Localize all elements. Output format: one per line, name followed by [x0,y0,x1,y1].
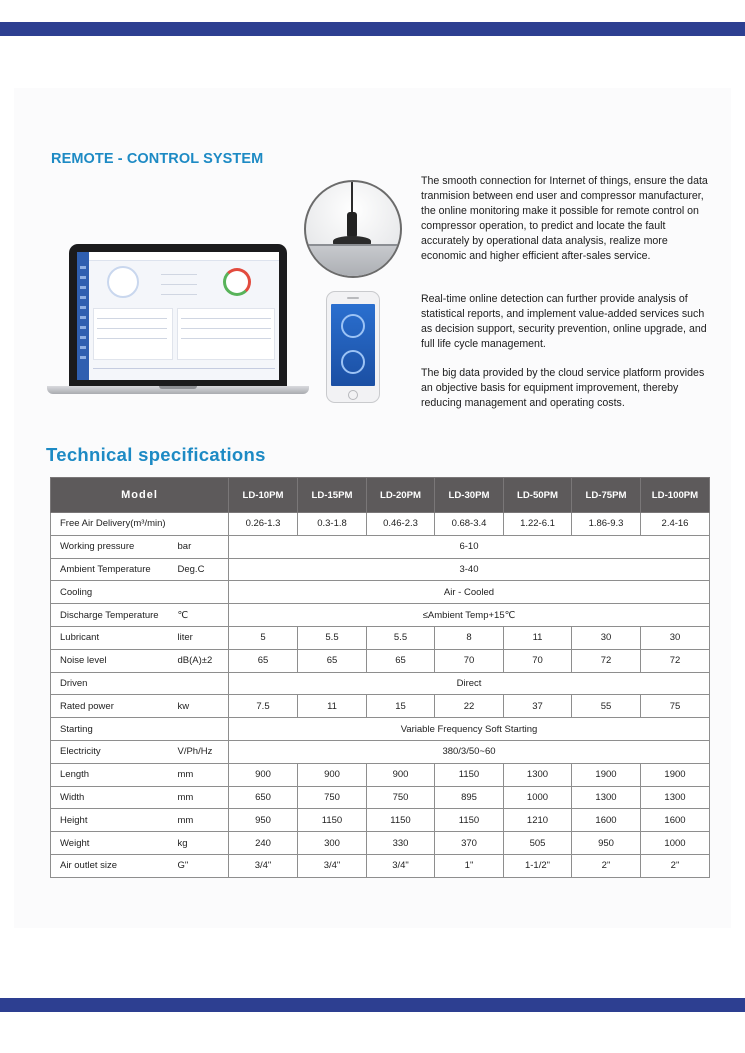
value-cell: 22 [435,695,504,718]
value-cell: 750 [298,786,367,809]
value-cell: 300 [298,832,367,855]
unit-label [176,581,229,604]
value-cell: 370 [435,832,504,855]
value-cell: 1-1/2" [504,854,572,877]
value-cell: 505 [504,832,572,855]
value-cell: 30 [572,626,641,649]
value-cell: 8 [435,626,504,649]
model-ld-100pm: LD-100PM [641,478,710,513]
value-cell: 3/4" [298,854,367,877]
phone-gauge-icon [341,314,365,338]
row-width [51,786,710,809]
model-header: Model [51,478,229,513]
row-pressure [51,535,710,558]
value-cell: 1150 [435,809,504,832]
param-label: Weight [51,832,176,855]
laptop-screen [77,252,279,380]
phone-illustration [326,291,380,403]
dashboard-topbar [89,252,279,261]
bottom-band [0,998,745,1012]
param-label: Driven [51,672,176,695]
value-cell: 1150 [435,763,504,786]
value-cell: 70 [435,649,504,672]
param-label: Air outlet size [51,854,176,877]
value-cell: 65 [229,649,298,672]
laptop-lid [69,244,287,386]
value-cell: 1900 [641,763,710,786]
value-cell: 5.5 [298,626,367,649]
model-ld-50pm: LD-50PM [504,478,572,513]
unit-label [176,672,229,695]
unit-label: mm [176,763,229,786]
unit-label: Deg.C [176,558,229,581]
value-cell: 1.86-9.3 [572,513,641,536]
dashboard-panel-right [177,308,275,360]
spec-title: Technical specifications [46,444,266,465]
model-ld-15pm: LD-15PM [298,478,367,513]
value-cell: 2" [641,854,710,877]
value-cell: 1000 [641,832,710,855]
value-cell: 900 [367,763,435,786]
value-cell: 11 [504,626,572,649]
value-cell: 2" [572,854,641,877]
unit-label: liter [176,626,229,649]
value-cell: Direct [229,672,710,695]
value-cell: 650 [229,786,298,809]
remote-paragraph-2: Real-time online detection can further provide analysis of statistical reports, and implement value-added services such as decision support, security prevention, online upgrade, and full life cycle management. [421,293,707,350]
row-length [51,763,710,786]
value-cell: 7.5 [229,695,298,718]
value-cell: 1000 [504,786,572,809]
remote-paragraph-1: The smooth connection for Internet of things, ensure the data tranmision between end user and compressor manufacturer, the online monitoring make it possible for remote control on compressor operation, to predict and locate the fault accurately by operational data analysis, realize more economic and higher efficient after-sales service. [421,175,708,262]
value-cell: 1150 [298,809,367,832]
value-cell: 1300 [572,786,641,809]
model-ld-75pm: LD-75PM [572,478,641,513]
model-ld-30pm: LD-30PM [435,478,504,513]
value-cell: 6-10 [229,535,710,558]
value-cell: 5 [229,626,298,649]
unit-label: kg [176,832,229,855]
param-label: Electricity [51,740,176,763]
value-cell: Air - Cooled [229,581,710,604]
top-band [0,22,745,36]
row-height [51,809,710,832]
temperature-gauge-icon [223,268,251,296]
value-cell: 75 [641,695,710,718]
unit-label: dB(A)±2 [176,649,229,672]
param-label: Starting [51,718,176,741]
value-cell: Variable Frequency Soft Starting [229,718,710,741]
row-driven [51,672,710,695]
value-cell: 1900 [572,763,641,786]
param-label: Working pressure [51,535,176,558]
value-cell: 55 [572,695,641,718]
unit-label [176,718,229,741]
value-cell: 0.3-1.8 [298,513,367,536]
value-cell: 72 [572,649,641,672]
value-cell: 72 [641,649,710,672]
value-cell: 65 [298,649,367,672]
remote-control-title: REMOTE - CONTROL SYSTEM [51,151,264,167]
value-cell: 330 [367,832,435,855]
model-ld-20pm: LD-20PM [367,478,435,513]
param-label: Noise level [51,649,176,672]
param-label: Lubricant [51,626,176,649]
row-weight [51,832,710,855]
row-power [51,695,710,718]
row-cooling [51,581,710,604]
row-electricity [51,740,710,763]
dashboard-panel-left [93,308,173,360]
value-cell: 240 [229,832,298,855]
value-cell: 1300 [504,763,572,786]
value-cell: 380/3/50~60 [229,740,710,763]
param-label: Length [51,763,176,786]
value-cell: 1210 [504,809,572,832]
value-cell: 3-40 [229,558,710,581]
value-cell: 30 [641,626,710,649]
row-ambient [51,558,710,581]
spec-header-row [51,478,710,513]
value-cell: 900 [229,763,298,786]
remote-paragraph-3: The big data provided by the cloud service platform provides an objective basis for equipment improvement, thereby reducing management and operating costs. [421,367,705,409]
param-label: Discharge Temperature [51,604,176,627]
value-cell: 1600 [641,809,710,832]
model-ld-10pm: LD-10PM [229,478,298,513]
row-discharge [51,604,710,627]
value-cell: 65 [367,649,435,672]
unit-label: bar [176,535,229,558]
value-cell: 0.46-2.3 [367,513,435,536]
dashboard-sidebar [77,252,89,380]
value-cell: 1600 [572,809,641,832]
param-label: Ambient Temperature [51,558,176,581]
value-cell: 5.5 [367,626,435,649]
unit-label: kw [176,695,229,718]
phone-gauge-icon [341,350,365,374]
unit-label: mm [176,786,229,809]
unit-label: G" [176,854,229,877]
value-cell: 1" [435,854,504,877]
value-cell: 1300 [641,786,710,809]
value-cell: 1.22-6.1 [504,513,572,536]
row-starting [51,718,710,741]
param-label: Rated power [51,695,176,718]
value-cell: 3/4" [229,854,298,877]
value-cell: ≤Ambient Temp+15℃ [229,604,710,627]
value-cell: 2.4-16 [641,513,710,536]
value-cell: 0.68-3.4 [435,513,504,536]
value-cell: 1150 [367,809,435,832]
value-cell: 37 [504,695,572,718]
value-cell: 895 [435,786,504,809]
value-cell: 750 [367,786,435,809]
value-cell: 15 [367,695,435,718]
phone-screen [331,304,375,386]
param-label: Free Air Delivery(m³/min) [51,513,176,536]
row-noise [51,649,710,672]
value-cell: 900 [298,763,367,786]
param-label: Width [51,786,176,809]
param-label: Height [51,809,176,832]
value-cell: 70 [504,649,572,672]
row-free-air [51,513,710,536]
row-outlet [51,854,710,877]
antenna-illustration [304,180,402,278]
unit-label [176,513,229,536]
value-cell: 950 [229,809,298,832]
row-lubricant [51,626,710,649]
spec-table [50,477,710,878]
unit-label: ℃ [176,604,229,627]
value-cell: 11 [298,695,367,718]
value-cell: 3/4" [367,854,435,877]
value-cell: 0.26-1.3 [229,513,298,536]
param-label: Cooling [51,581,176,604]
unit-label: mm [176,809,229,832]
pressure-gauge-icon [107,266,139,298]
value-cell: 950 [572,832,641,855]
unit-label: V/Ph/Hz [176,740,229,763]
phone-home-button-icon [348,390,358,400]
laptop-illustration [47,244,309,398]
